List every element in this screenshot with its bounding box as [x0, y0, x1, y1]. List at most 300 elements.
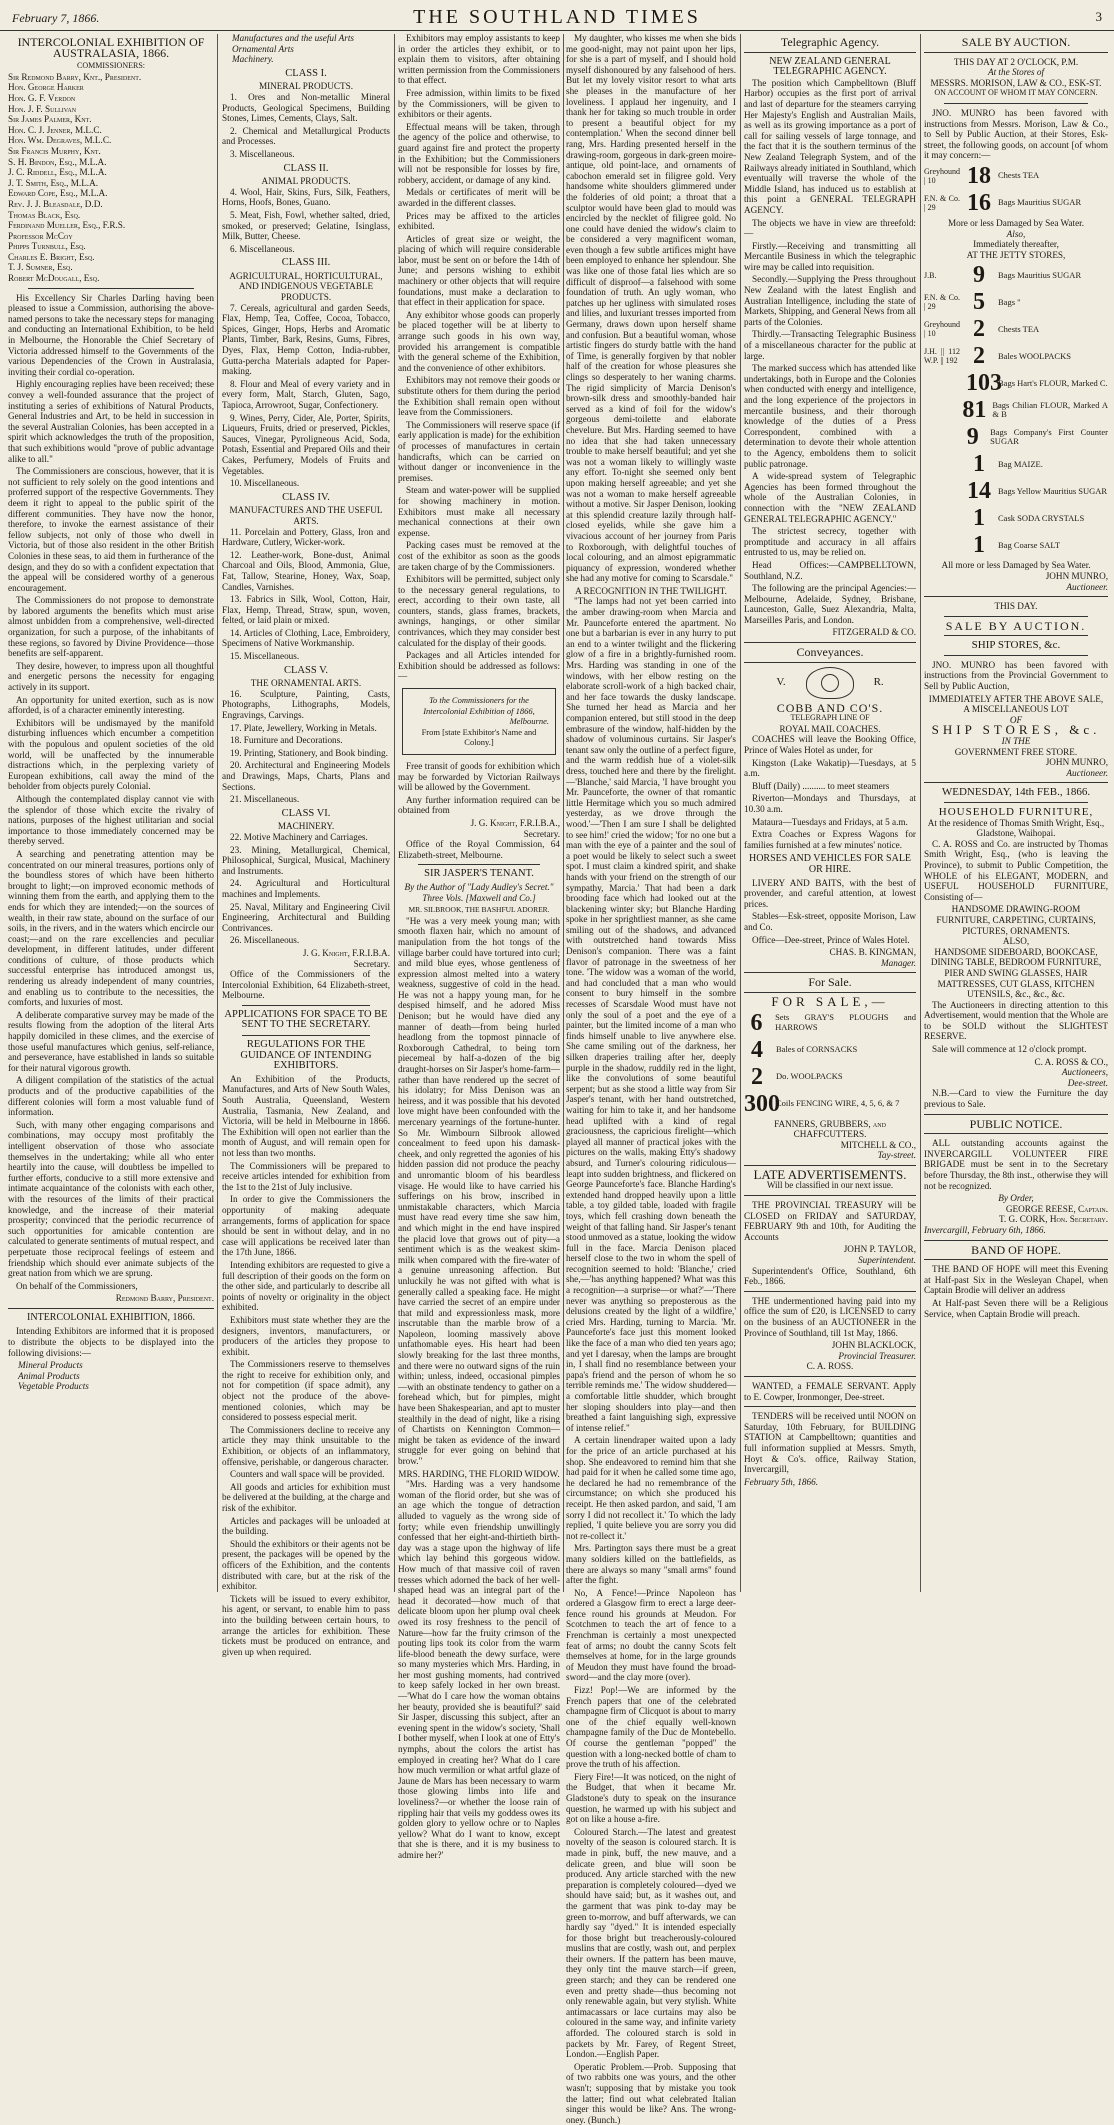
sale-item: [744, 1065, 916, 1089]
kingman-title: Manager.: [881, 957, 916, 968]
paragraph: The Commissioners reserve to themselves the right to receive for exhibition only, and not for competition (if space admit), any object not the produce of the above-mentioned colonies, which may be considered to possess especial merit.: [222, 1359, 390, 1423]
class-item: 17. Plate, Jewellery, Working in Metals.: [230, 722, 377, 733]
lot-description: Cask SODA CRYSTALS: [998, 512, 1085, 523]
column-rule: [563, 34, 564, 1592]
damaged-note-2: All more or less Damaged by Sea Water.: [941, 560, 1091, 571]
paragraph: Thirdly.—Transacting Telegraphic Business of a miscellaneous character for the public at large.: [744, 329, 916, 361]
by-order: By Order,: [998, 1193, 1034, 1204]
paragraph: Mrs. Partington says there must be a great many soldiers killed on the battlefields, as there are always so many "small arms" found after the fight.: [566, 1543, 736, 1586]
ross-nb: N.B.—Card to view the Furniture the day previous to Sale.: [924, 1088, 1108, 1110]
exhibition-notice-body: [8, 293, 214, 1292]
paragraph: "He was a very meek young man; with smooth flaxen hair, which no amount of manipulation from the hot tongs of the village barber could have tortured into curl; and mild blue eyes, whose gentleness of expression almost melted into a watery weakness, suggestive of cold in the head. He was not a happy young man, for he despised himself, and he adored Miss Denison; but he would have died any manner of death—from being hurled headlong from the topmost pinnacle of Roxborough Cathedral, to being torn piecemeal by half-a-dozen of the big draught-horses on Sir Jasper's home-farm—rather than have rendered up the secret of his idolatry; for Miss Denison was an heiress, and it was possible that his devoted love might have been confounded with the mercenary yearnings of the fortune-hunter. So Mr. Wimbourn Silbrook allowed concealment to feed upon his damask-cheek, and only regretted the agonies of his hidden passion did not produce the peachy and unromantic bloom of his beardless visage. He would like to have carried his sufferings on his brow, inscribed in unmistakable characters, which Marcia must have read every time she saw him, and which might in the end have inspired the placid love that grows out of pity—a sentiment which is as the weakest skim-milk when compared with the fire-water of a genuine unreasoning affection. But unluckily he was not gifted with what is generally called a speaking face. He might have carried the secret of an empire under that mild and expressionless mask, more inscrutable than the marble brow of a Napoleon, looming massively above unfathomable eyes. His heart had been slowly breaking for the last three months, and there were no outward signs of the ruin within; unless, indeed, occasional pimples—with an obstinate tendency to gather on a forehead which, but for pimples, might have been Shakespearian, and apt to muster stealthily in the dead of night, like a rising of Chartists on Kennington Common—might be taken as evidence of the inward struggle for ever going on behind that brow.": [398, 915, 560, 1466]
commissioner-name: Phipps Turnbull, Esq.: [8, 241, 86, 252]
newspaper-title: THE SOUTHLAND TIMES: [413, 6, 701, 28]
divider: [744, 1165, 916, 1166]
class-item: 1. Ores and Non-metallic Mineral Products, Geological Specimens, Building Stones, Limes, Cements, Clays, Salt.: [222, 91, 390, 124]
story-title: SIR JASPER'S TENANT.: [424, 868, 534, 880]
lot-quantity: 2: [973, 316, 985, 343]
paragraph: On behalf of the Commissioners,: [16, 1280, 138, 1291]
crown-crest-icon: [806, 667, 854, 699]
lot-quantity: 18: [967, 162, 991, 189]
class-item: 14. Articles of Clothing, Lace, Embroidery, Specimens of Native Workmanship.: [222, 627, 390, 649]
issue-date: February 7, 1866.: [12, 11, 100, 25]
misc-lot: A MISCELLANEOUS LOT: [963, 704, 1069, 715]
sale-description: Coils FENCING WIRE, 4, 5, 6, & 7: [776, 1097, 900, 1108]
sale-item: [744, 1011, 916, 1035]
paragraph: Free admission, within limits to be fixed by the Commissioners, will be given to exhibitors or their agents.: [398, 87, 560, 120]
for-sale-tail: FANNERS, GRUBBERS, and CHAFFCUTTERS.: [774, 1118, 886, 1140]
class-item: 6. Miscellaneous.: [230, 243, 295, 254]
column-rule: [920, 34, 921, 1592]
lot-mark: Greyhound | 10: [924, 320, 960, 339]
paragraph: His Excellency Sir Charles Darling having been pleased to issue a Commission, authorising the above-named persons to take the necessary steps for managing and conducting an International Exhibition, to be held in Melbourne, the Honorable the Chief Secretary of Victoria addressed himself to the Governments of the various Dependencies of the Crown in Australasia, inviting their cordial co-operation.: [8, 292, 214, 377]
divider: [418, 864, 540, 865]
class-item: 13. Fabrics in Silk, Wool, Cotton, Hair, Flax, Hemp, Thread, Straw, spun, woven, felted, or laid plain or mixed.: [222, 594, 390, 626]
fitzgerald-signature: FITZGERALD & CO.: [832, 627, 916, 638]
damaged-note: More or less Damaged by Sea Water.: [947, 217, 1085, 228]
munro-signature-2: JOHN MUNRO,: [1045, 757, 1108, 768]
at-stores: At the Stores of: [987, 67, 1045, 78]
commissioner-name: Rev. J. J. Bleasdale, D.D.: [8, 198, 103, 209]
government-store: GOVERNMENT FREE STORE.: [954, 746, 1078, 757]
lot-description: Bags Mauritius SUGAR: [998, 269, 1082, 280]
story-subheading: MRS. HARDING, THE FLORID WIDOW.: [398, 1468, 560, 1479]
class-item: 19. Printing, Stationery, and Book binding.: [230, 747, 388, 758]
of-label: OF: [1009, 714, 1023, 725]
class-item: 21. Miscellaneous.: [230, 794, 300, 805]
coach-timetable: [744, 734, 916, 850]
paragraph: Exhibitors will be undismayed by the manifold disturbing influences which encumber a competition with the populous and opulent societies of the old world, will be unaffected by the innumerable distractions which, in the perplexing variety of European exhibitions, call away the mind of the beholder from objects purely Colonial.: [8, 717, 214, 792]
for-sale-heading: For Sale.: [808, 975, 852, 990]
page-number: 3: [1095, 9, 1102, 24]
division-item: Mineral Products: [18, 1360, 83, 1371]
paragraph: Exhibitors must state whether they are the designers, inventors, manufacturers, or producers of the articles they propose to exhibit.: [222, 1314, 390, 1357]
divider: [924, 52, 1108, 53]
lot-quantity: 2: [973, 343, 985, 370]
transit-notice: [398, 761, 560, 816]
band-of-hope-notice: THE BAND OF HOPE will meet this Evening at Half-past Six in the Wesleyan Chapel, when Captain Brodie will deliver an address: [924, 1264, 1108, 1296]
paragraph: My daughter, who kisses me when she bids me good-night, may not paint upon her lips, for she is a part of myself, and I should hold myself dishonoured by any falsehood of hers. But let my lovely visitor resort to what arts she pleases in the manufacture of her loveliness. I applaud her ingenuity, and I thank her for taking so much trouble in order to present a beautiful object for my contemplation.' When the second dinner bell rang, Mrs. Harding presented herself in the drawing-room, gorgeous in dark-green moire-antique, old point-lace, and ornaments of cabochon emerald set in filigree gold. Very handsome white shoulders glimmered under the folderies of old point; a throat that a sculptor would have been glad to mould was encircled by the necklet of filigree gold. No one could have denied the widow's claim to be considered a very magnificent woman, even though a few subtle artifices might have been employed to enhance her splendour. She was like one of those fatal lies which are so difficult of disproof—a falsehood with some foundation of truth. An ugly woman, who patches up her ugliness with simulated roses and lilies, and luxuriant tresses imported from Germany, draws down upon herself shame and confusion. But a beautiful woman, whose artistic fingers do sturdy battle with the hand of Time, is generally forgiven by that nobler half of the creation for whose pleasures she clings so desperately to her waning charms. The rigid simplicity of Marcia Denison's brown-silk dress and smoothly-banded hair served as a kind of foil for the widow's gorgeous demi-toilette and elaborate chevelure. But Mrs. Harding seemed to have no idea that she had taken unnecessary trouble to make herself beautiful; and yet she was not a woman likely to willingly waste any effort. To-night she seemed only bent upon making herself agreeable; and yet she was not a woman to make herself agreeable without a motive. Sir Jasper Denison, looking at this splendid creature lazily through half-closed eyelids, while she gave him a vivacious account of her journey from Paris to Roxborough, with delightful touches of local colouring, and an almost epigrammatic piquancy of expression, wondered whether she had any motive for coming to Scarsdale.": [566, 33, 736, 584]
household-furniture: HOUSEHOLD FURNITURE,: [938, 806, 1094, 818]
divider: [744, 1195, 916, 1196]
commissioner-name: T. J. Sumner, Esq.: [8, 262, 73, 273]
address-line: Melbourne.: [509, 716, 549, 727]
class-item: 18. Furniture and Decorations.: [230, 735, 343, 746]
divider: [924, 1114, 1108, 1115]
column-4: [566, 33, 736, 2125]
auction-lot: [924, 191, 1108, 215]
lot-mark: J.H. || 112 W.P. || 192: [924, 347, 960, 366]
class-item: 12. Leather-work, Bone-dust, Animal Charcoal and Oils, Blood, Ammonia, Glue, Fat, Tallow, Stearine, Honey, Wax, Soap, Candles, Varnishes.: [222, 549, 390, 592]
paragraph: A deliberate comparative survey may be made of the results flowing from the adoption of the literal Arts happily domiciled in these climes, and the exercise of those useful manufactures which genius, self-reliance, and perseverance, have established in lands so suitable for their natural vigorous growth.: [8, 1009, 214, 1073]
timetable-line: COACHES will leave the Booking Office, Prince of Wales Hotel as under, for: [744, 734, 916, 756]
commissioner-name: J. T. Smith, Esq., M.L.A.: [8, 177, 99, 188]
paragraph: A searching and penetrating attention may be concentrated on our mineral treasures, portions only of the boundless stores of which have been hitherto brought to light;—on improved economic methods of winning them from the earth, and applying them to the ends for which they are intended;—on the sources of wealth, in their raw state, abound on the surface of our soils, in the rivers, and in the waters which encircle our coast;—and on the rare excellencies and peculiar development, in different latitudes, under different conditions of culture, of those products which successful enterprise has introduced amongst us, rendering us already independent of many countries, and enabling us to contribute to the necessities, the comforts, and luxuries of most.: [8, 848, 214, 1008]
divider: [744, 972, 916, 973]
column-rule: [217, 34, 218, 1592]
auction-lot: [924, 533, 1108, 557]
exhibitors-intro: Intending Exhibitors are informed that it is proposed to distribute the objects to be displayed into the following divisions:—: [8, 1326, 214, 1358]
immediately-after: IMMEDIATELY AFTER THE ABOVE SALE,: [928, 693, 1104, 704]
commissioner-name: Hon. G. F. Verdon: [8, 92, 76, 103]
kingman-signature: CHAS. B. KINGMAN,: [829, 947, 916, 958]
paragraph: The strictest secrecy, together with promptitude and accuracy in all affairs entrusted to us, may be relied on.: [744, 526, 916, 558]
exhibition-1866-heading: INTERCOLONIAL EXHIBITION, 1866.: [27, 1311, 195, 1323]
paragraph: The Commissioners will be prepared to receive articles intended for exhibition from the 1st to the 21st of July inclusive.: [222, 1160, 390, 1192]
paragraph: Any exhibitor whose goods can properly be placed together will be at liberty to arrange such goods in his own way, provided his arrangement is compatible with the general scheme of the Exhibition, and the convenience of other exhibitors.: [398, 309, 560, 373]
divisions-list: [8, 1360, 214, 1392]
sale-by-auction-heading: SALE BY AUCTION.: [961, 35, 1071, 49]
classes-list: [222, 69, 390, 946]
lot-description: Chests TEA: [998, 170, 1040, 181]
address-box: [402, 688, 556, 755]
ross-instructions: C. A. ROSS and Co. are instructed by Thomas Smith Wright, Esq., (who is leaving the Province), to submit to Public Competition, the WHOLE of his ELEGANT, MODERN, and USEFUL HOUSEHOLD FURNITURE, Consisting of—: [924, 838, 1108, 902]
divider: [8, 1308, 214, 1309]
commissioner-name: Hon. J. F. Sullivan: [8, 103, 77, 114]
class-item: 8. Flour and Meal of every variety and in every form, Malt, Starch, Gluten, Sago, Tapioca, Arrowroot, Sugar, Confectionery.: [222, 378, 390, 410]
commissioner-name: Robert McDougall, Esq.: [8, 273, 100, 284]
crest-letter: V.: [776, 676, 786, 689]
divider: [242, 1035, 370, 1036]
divider: [744, 642, 916, 643]
auction-lot: [924, 317, 1108, 341]
royal-crest: [744, 667, 916, 699]
on-account: ON ACCOUNT OF WHOM IT MAY CONCERN.: [934, 88, 1098, 98]
column-rule: [740, 34, 741, 1592]
crest-letter: R.: [873, 676, 884, 689]
paragraph: Exhibitors will be permitted, subject only to the necessary general regulations, to erect, according to their own taste, all counters, stands, glass frames, brackets, awnings, hangings, or other similar contrivances, which they may consider best calculated for the display of their goods.: [398, 574, 560, 648]
masthead: [0, 0, 1114, 31]
column-5: [744, 33, 916, 1593]
paragraph: The Commissioners will reserve space (if early application is made) for the exhibition of processes of manufactures in certain handicrafts, which can be carried on without danger or inconvenience in the premises.: [398, 419, 560, 483]
story-byline: By the Author of "Lady Audley's Secret." Three Vols. [Maxwell and Co.]: [404, 881, 554, 903]
sale-by-auction-2: SALE BY AUCTION.: [945, 618, 1087, 633]
auction-lot: [924, 164, 1108, 188]
paragraph: Exhibitors may employ assistants to keep in order the articles they exhibit, or to explain them to visitors, after obtaining written permission from the Commissioners to that effect.: [398, 33, 560, 86]
regulations-body: [222, 1074, 390, 1657]
class-item: 26. Miscellaneous.: [230, 935, 300, 946]
paragraph: Although the contemplated display cannot vie with the splendor of those which excite the rivalry of nations, purposes of the highest utilitarian and social importance to those immediately concerned may be thereby served.: [8, 793, 214, 847]
class-item: 25. Naval, Military and Engineering Civil Engineering, Architectural and Building Contrivances.: [222, 901, 390, 933]
auctioneer-licence: THE undermentioned having paid into my office the sum of £20, is LICENSED to carry on the business of an AUCTIONEER in the Province of Southland, till 1st May, 1866.: [744, 1295, 916, 1338]
class-subheading: MANUFACTURES AND THE USEFUL ARTS.: [229, 505, 383, 526]
class-item: 10. Miscellaneous.: [230, 478, 300, 489]
residence-note: At the residence of Thomas Smith Wright, Esq., Gladstone, Waihopai.: [927, 817, 1105, 839]
furniture-list-2: HANDSOME SIDEBOARD, BOOKCASE, DINING TABLE, BEDROOM FURNITURE, PIER AND SWING GLASSES, HAIR MATTRESSES, CUT GLASS, KITCHEN UTENSILS, &c., &c., &c.: [930, 946, 1102, 1000]
class-subheading: MINERAL PRODUCTS.: [258, 81, 354, 92]
band-of-hope-service: At Half-past Seven there will be a Religious Service, when Captain Brodie will preach.: [924, 1297, 1108, 1319]
conveyances-heading: Conveyances.: [796, 645, 864, 660]
tenders-date: February 5th, 1866.: [744, 1476, 819, 1487]
timetable-line: Bluff (Daily) .......... to meet steamers: [752, 780, 890, 791]
commissioner-name: Edward Cope, Esq., M.L.A.: [8, 188, 108, 199]
cobb-subheading-2: ROYAL MAIL COACHES.: [779, 723, 881, 734]
late-ads-heading: LATE ADVERTISEMENTS.: [753, 1166, 907, 1182]
fire-brigade-notice: ALL outstanding accounts against the INVERCARGILL VOLUNTEER FIRE BRIGADE must be sent in to the Secretary before Thursday, the 8th inst., otherwise they will not be recognized.: [924, 1138, 1108, 1191]
lot-description: Bags ": [998, 296, 1021, 307]
for-sale-list: [744, 1011, 916, 1116]
ship-stores-heading: SHIP STORES, &c.: [971, 639, 1061, 652]
paragraph: They desire, however, to impress upon all thoughtful and energetic persons the necessity for engaging actively in its support.: [8, 660, 214, 693]
paragraph: No, A Fence!—Prince Napoleon has ordered a Glasgow firm to erect a large deer-fence round his grounds at Meudon. For Scotchmen to teach the art of fence to a Frenchman is certainly a most unexpected feat of arms; no doubt the canny Scots felt themselves at home, for in the large grounds of Meudon they must have found the broad-sword—and the clay more (over).: [566, 1587, 736, 1683]
paragraph: Stables—Esk-street, opposite Morison, Law and Co.: [744, 911, 916, 932]
class-item: 24. Agricultural and Horticultural machines and Implements.: [222, 878, 390, 899]
auction-lots-1: [924, 164, 1108, 215]
lot-description: Bag MAIZE.: [998, 458, 1043, 469]
lot-description: Bags Hart's FLOUR, Marked C.: [998, 377, 1108, 388]
class-item: 3. Miscellaneous.: [230, 148, 295, 159]
paragraph: Highly encouraging replies have been received; these convey a well-founded assurance that the project of instituting a series of exhibitions of Natural Products, General Industries and Art, to be held in succession in the several Australian Colonies, has been accepted in a spirit which acknowledges the truth of the proposition, that such exhibitions would "prove of public advantage alike to all.": [8, 379, 214, 464]
this-day-time: THIS DAY AT 2 O'CLOCK, P.M.: [953, 56, 1079, 67]
paragraph: Articles of great size or weight, the placing of which will require considerable labor, must be sent on or before the 14th of June; and persons wishing to exhibit machinery or other objects that will require foundations, must make a declaration to that effect in their application for space.: [398, 233, 560, 308]
lot-quantity: 14: [967, 478, 991, 505]
royal-commission-office: Office of the Royal Commission, 64 Elizabeth-street, Melbourne.: [398, 839, 560, 860]
auction-lot: [924, 506, 1108, 530]
divider: [924, 782, 1108, 783]
lot-mark: F.N. & Co. | 29: [924, 193, 960, 212]
paragraph: Tickets will be issued to every exhibitor, his agent, or servant, to enable him to pass into the building between certain hours, to arrange the articles for exhibition. These tickets must be produced on entrance, and given up when required.: [222, 1593, 390, 1657]
auction-lot: [924, 290, 1108, 314]
applications-heading: APPLICATIONS FOR SPACE TO BE SENT TO THE SECRETARY.: [224, 1008, 388, 1031]
paragraph: Secondly.—Supplying the Press throughout New Zealand with the latest English and Australian Intelligence, including the state of Markets, Shipping, and General News from all parts of the Colonies.: [744, 274, 916, 327]
divider: [944, 655, 1088, 656]
class-item: 16. Sculpture, Painting, Casts, Photographs, Lithographs, Models, Engravings, Carvings.: [222, 688, 390, 721]
paragraph: Office—Dee-street, Prince of Wales Hotel.: [752, 934, 910, 945]
division-item: Ornamental Arts: [232, 43, 294, 54]
paragraph: Intending exhibitors are requested to give a full description of their goods on the form on the other side, and particularly to describe all points of novelty or originality in the object exhibited.: [222, 1259, 390, 1313]
column-2: [222, 33, 390, 1657]
class-item: 9. Wines, Perry, Cider, Ale, Porter, Spirits, Liqueurs, Fruits, dried or preserved, Pickles, Sauces, Vinegar, Pyroligneous Acid, Soda, Potash, Essential and Prepared Oils and their Cakes, Perfumery, Models of Fruits and Vegetables.: [222, 412, 390, 476]
this-day-label: THIS DAY.: [994, 601, 1038, 612]
commissioner-name: Hon. Wm. Degraves, M.L.C.: [8, 135, 112, 146]
paragraph: Firstly.—Receiving and transmitting all Mercantile Business in which the telegraphic wire may be called into requisition.: [744, 240, 916, 272]
paragraph: All goods and articles for exhibition must be delivered at the building, at the charge and risk of the exhibitor.: [222, 1481, 390, 1513]
story-body: [398, 916, 560, 1861]
lot-quantity: 9: [966, 424, 979, 451]
livery-body: [744, 878, 916, 946]
divider: [744, 52, 916, 53]
lot-mark: F.N. & Co. | 29: [924, 293, 960, 312]
paragraph: Articles and packages will be unloaded at the building.: [222, 1515, 390, 1537]
secretary-title: Secretary.: [523, 828, 560, 839]
address-line: To the Commissioners for the: [429, 695, 529, 706]
commissioner-name: Sir Redmond Barry, Knt., President.: [8, 71, 142, 82]
paragraph: Medals or certificates of merit will be awarded in the different classes.: [398, 187, 560, 208]
paragraph: Fiery Fire!—It was noticed, on the night of the Budget, that when it became Mr. Gladstone's duty to speak on the insurance question, he warmed up with his subject and got on like a house a-fire.: [566, 1771, 736, 1825]
sale-description: Sets GRAY'S PLOUGHS and HARROWS: [775, 1012, 916, 1032]
paragraph: The marked success which has attended like undertakings, both in Europe and the Colonies when conducted with energy and intelligence, and the long experience of the projectors in mercantile business, and their thorough knowledge of the duties of a Press Correspondent, combined with a determination to devote their whole attention to the Agency, emboldens them to solicit public patronage.: [744, 363, 916, 469]
brigade-date: Invercargill, February 6th, 1866.: [924, 1224, 1046, 1235]
regulations-heading: REGULATIONS FOR THE GUIDANCE OF INTENDING EXHIBITORS.: [240, 1039, 372, 1072]
auction-lot: [924, 344, 1108, 368]
lot-quantity: 81: [962, 397, 987, 424]
story-continued: [566, 33, 736, 2125]
lot-description: Chests TEA: [998, 323, 1040, 334]
paragraph: The following are the principal Agencies:—Melbourne, Adelaide, Sydney, Brisbane, Launceston, Galle, Suez Alexandria, Malta, Marseilles Paris, and London.: [744, 583, 916, 625]
blacklock-signature: JOHN BLACKLOCK,: [831, 1340, 916, 1351]
paragraph: A certain linendraper waited upon a lady for the price of an article purchased at his shop. She endeavored to remind him that she had paid for it when he called some time ago, he declared he had no remembrance of the circumstance; on which she produced his receipt. He then asked pardon, and said, 'I am sorry I did not recollect it.' To which the lady replied, 'I quite believe you are sorry you did not re-collect it.': [566, 1435, 736, 1541]
class-item: 20. Architectural and Engineering Models and Drawings, Maps, Charts, Plans and Sections.: [222, 760, 390, 792]
divider: [924, 1240, 1108, 1241]
address-line: From [state Exhibitor's Name and Colony.]: [421, 726, 537, 748]
class-subheading: THE ORNAMENTAL ARTS.: [250, 678, 362, 689]
lot-description: Bags Mauritius SUGAR: [998, 197, 1082, 208]
commissioner-name: Hon. C. J. Jenner, M.L.C.: [8, 124, 102, 135]
ross-title: Auctioneers,: [1061, 1067, 1108, 1078]
paragraph: An Exhibition of the Products, Manufactures, and Arts of New South Wales, South Australia, Queensland, Western Australia, Tasmania, New Zealand, and Victoria, will be held in Melbourne in 1866. The Exhibition will open not earlier than the month of August, and will remain open for not less than two months.: [222, 1073, 390, 1158]
auction-lot: [924, 263, 1108, 287]
class-item: 7. Cereals, agricultural and garden Seeds, Flax, Hemp, Tea, Coffee, Cocoa, Tobacco, Spices, Ginger, Hops, Herbs and Aromatic Plants, Timber, Bark, Resins, Gums, Fibres, Dyes, Flax, Hemp Cotton, India-rubber, Gutta-percha Materials adapted for Paper-making.: [222, 302, 390, 377]
nz-telegraphic-heading: NEW ZEALAND GENERAL TELEGRAPHIC AGENCY.: [769, 55, 891, 78]
class-item: 4. Wool, Hair, Skins, Furs, Silk, Feathers, Horns, Hoofs, Bones, Guano.: [222, 186, 390, 208]
divider: [744, 1376, 916, 1377]
divider: [744, 992, 916, 993]
paragraph: The Commissioners do not propose to demonstrate by labored arguments the benefits which must arise almost unbidden from a comprehensive, well-directed organization, for such a purpose, of the inhabitants of these regions, so favored by Divine Providence—those benefits are self-apparent.: [8, 595, 214, 659]
class-heading: CLASS VI.: [281, 807, 331, 819]
lot-mark: J.B.: [924, 270, 937, 280]
paragraph: Any further information required can be obtained from: [398, 794, 560, 816]
class-item: 2. Chemical and Metallurgical Products and Processes.: [222, 125, 390, 147]
class-item: 5. Meat, Fish, Fowl, whether salted, dried, smoked, or preserved; Gelatine, Isinglass, Milk, Butter, Cheese.: [222, 209, 390, 242]
story-subheading: A RECOGNITION IN THE TWILIGHT.: [575, 585, 727, 596]
divider: [924, 596, 1108, 597]
telegraphic-agency-body: [744, 78, 916, 626]
class-item: 15. Miscellaneous.: [230, 651, 300, 662]
timetable-line: Riverton—Mondays and Thursdays, at 10.30 a.m.: [744, 793, 916, 814]
divider: [944, 103, 1088, 104]
paragraph: Coloured Starch.—The latest and greatest novelty of the season is coloured starch. It is made in pink, buff, the new mauve, and a delicate green, and blue will soon be produced. Any article starched with the new preparation is completely coloured—dyed we should have said; but, as it washes out, and the garment that was pink to-day may be green to-morrow, and buff afterwards, we can hardly say "dyed." It is intended especially for those bright but treacherously-coloured muslins that are costly, wash out, and perplex their owners. If the pattern has been mauve, they only tint the mauve starch—if green, green starch; and they can be rendered one even and pretty shade—thus becoming not only renewable again, but very stylish. White antimacassars or lace curtains may also be coloured in the same way, and infinite variety afforded. The coloured starch is sold in packets by Mr. Farey, of Regent Street, London.—English Paper.: [566, 1826, 736, 2060]
lot-quantity: 5: [973, 289, 985, 316]
lot-description: Bags Yellow Mauritius SUGAR: [998, 485, 1108, 496]
paragraph: A wide-spread system of Telegraphic Agencies has been formed throughout the whole of the Australian Colonies, in connection with the "NEW ZEALAND GENERAL TELEGRAPHIC AGENCY.": [744, 471, 916, 524]
sale-quantity: 4: [751, 1036, 763, 1063]
signature-president: Redmond Barry, President.: [115, 1293, 214, 1304]
commissioners-list: [8, 72, 214, 284]
paragraph: Exhibitors may not remove their goods or substitute others for them during the period the Exhibition shall remain open without leave from the Commissioners.: [398, 375, 560, 418]
secretary-title: Secretary.: [353, 958, 390, 969]
munro-title: Auctioneer.: [1066, 581, 1108, 592]
division-item: Vegetable Products: [18, 1381, 89, 1392]
timetable-line: Extra Coaches or Express Wagons for families furnished at a few minutes' notice.: [744, 829, 916, 850]
commissioner-name: Sir James Palmer, Knt.: [8, 114, 92, 125]
address-line: Intercolonial Exhibition of 1866,: [423, 705, 535, 716]
ross-time: Sale will commence at 12 o'clock prompt.: [932, 1044, 1087, 1055]
class-item: 22. Motive Machinery and Carriages.: [230, 831, 368, 842]
class-heading: CLASS I.: [285, 67, 327, 79]
divider: [944, 616, 1088, 617]
commissioner-name: Charles E. Bright, Esq.: [8, 251, 95, 262]
regulations-continued: [398, 33, 560, 682]
divider: [744, 1291, 916, 1292]
auction-lot: [924, 398, 1108, 422]
wanted-servant: WANTED, a FEMALE SERVANT. Apply to E. Cowper, Ironmonger, Dee-street.: [744, 1380, 916, 1402]
also-label: Also,: [1006, 228, 1026, 239]
paragraph: Operatic Problem.—Prob. Supposing that of two rabbits one was yours, and the other wasn't; supposing that by mistake you took the latter; find out what celebrated Italian singer this would be like? Ans. The wrong-oney. (Bunch.): [566, 2061, 736, 2125]
secretary-signature: J. G. Knight, F.R.I.B.A.: [302, 947, 390, 958]
cobb-heading: COBB AND CO'S.: [776, 700, 884, 715]
timetable-line: Kingston (Lake Wakatip)—Tuesdays, at 5 a.m.: [744, 757, 916, 779]
tenders-notice: TENDERS will be received until NOON on Saturday, 10th February, for BUILDING STATION at Campbelltown; quantities and full information supplied at Messrs. Smyth, Hoyt & Co's. office, Railway Station, Invercargill,: [744, 1411, 916, 1475]
also-label-2: ALSO,: [1002, 936, 1030, 947]
commissioner-name: Ferdinand Mueller, Esq., F.R.S.: [8, 220, 126, 231]
class-item: 11. Porcelain and Pottery, Glass, Iron and Hardware, Cutlery, Wicker-work.: [222, 526, 390, 548]
cobb-subheading: TELEGRAPH LINE OF: [790, 713, 870, 723]
furniture-list-1: HANDSOME DRAWING-ROOM FURNITURE, CARPETING, CURTAINS, PICTURES, ORNAMENTS.: [936, 904, 1096, 936]
telegraphic-agency-heading: Telegraphic Agency.: [780, 35, 880, 49]
munro-instructions-2: JNO. MUNRO has been favored with instructions from the Provincial Government to Sell by Public Auction,: [924, 659, 1108, 692]
sale-quantity: 300: [744, 1090, 780, 1117]
sale-quantity: 6: [750, 1009, 763, 1036]
commissioner-name: Thomas Black, Esq.: [8, 209, 81, 220]
commissioner-name: Hon. George Harker: [8, 82, 84, 93]
paragraph: "Mrs. Harding was a very handsome woman of the florid order, but she was of an age which the tongue of detraction alluded to vaguely as the wrong side of forty; while even friendship unwillingly confessed that her eight-and-thirtieth birth-day was a stage upon the highway of life which lay behind this gorgeous widow. How much of that massive coil of raven tresses which adorned the back of her well-shaped head was an integral part of the head it decorated—how much of that delicate bloom upon her plump oval cheek owed its rosy freshness to the pencil of Nature—how far the fruity crimson of the pouting lips took its color from the warm life-blood beneath the dewy surface, were so many mysteries which Mrs. Harding, in her most gushing moments, had contrived to keep safely locked in her own breast.—'What do I care how the woman obtains her beauty, provided she is beautiful?' said Sir Jasper, discussing this subject, after an evening spent in the widow's society, 'Shall I bother myself, when I look at one of Etty's nymphs, about the colors the artist has employed in creating her? What do I care how much vermilion or what artful glaze of Jaune de Mars has been necessary to warm those glowing limbs into life and loveliness?—or whether the loose rain of rippling hair that veils my goddess owes its golden glory to yellow ochre or to Naples yellow? What do I want to know, except that she is there, and it is my business to admire her?': [398, 1479, 560, 1860]
class-heading: CLASS II.: [283, 162, 329, 174]
paragraph: Packages and all Articles intended for Exhibition should be addressed as follows:—: [398, 650, 560, 682]
paragraph: Prices may be affixed to the articles exhibited.: [398, 210, 560, 232]
lot-quantity: 1: [973, 532, 985, 559]
lot-quantity: 16: [967, 189, 991, 216]
public-notice-heading: PUBLIC NOTICE.: [969, 1116, 1063, 1131]
paragraph: The objects we have in view are threefold:—: [744, 217, 916, 239]
superintendent-office: Superintendent's Office, Southland, 6th Feb., 1866.: [744, 1265, 916, 1287]
sale-item: [744, 1092, 916, 1116]
paragraph: Packing cases must be removed at the cost of the exhibitor as soon as the goods are taken charge of by the Commissioners.: [398, 540, 560, 572]
divider: [924, 1259, 1108, 1260]
munro-instructions: JNO. MUNRO has been favored with instructions from Messrs. Morison, Law & Co., to Sell by Public Auction, at their Stores, Esk-street, the following goods, on account [of whom it may concern:—: [924, 107, 1108, 161]
auction-lot: [924, 479, 1108, 503]
division-item: Manufactures and the useful Arts: [232, 33, 354, 43]
morison-law: MESSRS. MORISON, LAW & CO., ESK-ST.: [930, 77, 1102, 88]
paragraph: An opportunity for united exertion, such as is now afforded, is of a character eminently interesting.: [8, 694, 214, 716]
divider: [242, 1005, 370, 1006]
auction-lot: [924, 452, 1108, 476]
class-heading: CLASS V.: [284, 664, 328, 676]
sale-description: Do. WOOLPACKS: [776, 1070, 843, 1081]
paragraph: Free transit of goods for exhibition which may be forwarded by Victorian Railways will be allowed by the Government.: [398, 761, 560, 793]
class-subheading: MACHINERY.: [277, 821, 335, 832]
commissioner-name: Sir Francis Murphy, Knt.: [8, 145, 101, 156]
divider: [944, 802, 1088, 803]
paragraph: Counters and wall space will be provided.: [230, 1469, 385, 1480]
paragraph: Such, with many other engaging comparisons and combinations, may occupy most profitably the intelligent observation of those who associate themselves in the undertaking; while all who enter heartily into the cause, will doubtless be impelled to further efforts, conducive to a still more extensive and intimate acquaintance of the colonists with each other, with the resources of the limits of their practical knowledge, and the increase of their material prosperity; convinced that the periodic recurrence of such opportunities for amicable contention are calculated to generate sentiments of mutual respect, and perpetuate those reciprocal feelings of esteem and friendship which should ever animate subjects of the great nation from which we are sprung.: [8, 1119, 214, 1279]
secretary-signature: J. G. Knight, F.R.I.B.A.,: [470, 817, 560, 828]
mitchell-address: Tay-street.: [877, 1150, 916, 1161]
blacklock-title: Provincial Treasurer.: [838, 1350, 916, 1361]
sale-description: Bales of CORNSACKS: [776, 1043, 858, 1054]
divider: [924, 1133, 1108, 1134]
divider: [744, 662, 916, 663]
class-subheading: AGRICULTURAL, HORTICULTURAL, AND INDIGENOUS VEGETABLE PRODUCTS.: [229, 270, 383, 303]
lot-quantity: 103: [966, 370, 1002, 397]
commissioners-office: Office of the Commissioners of the Intercolonial Exhibition, 64 Elizabeth-street, Melbourne.: [222, 969, 390, 1001]
ross-signature: C. A. ROSS & CO.,: [1034, 1056, 1108, 1067]
ross-reserve: The Auctioneers in directing attention to this Advertisement, would mention that the Whole are to be SOLD without the SLIGHTEST RESERVE.: [924, 999, 1108, 1042]
ross-address: Dee-street.: [1067, 1077, 1108, 1088]
divider: [744, 1406, 916, 1407]
band-of-hope-heading: BAND OF HOPE.: [971, 1242, 1061, 1257]
cork-signature: T. G. CORK, Hon. Secretary.: [998, 1214, 1108, 1225]
in-the-label: IN THE: [1001, 736, 1031, 747]
lot-description: Bales WOOLPACKS: [998, 350, 1071, 361]
divider: [28, 288, 194, 289]
jetty-stores: AT THE JETTY STORES,: [966, 249, 1066, 260]
class-heading: CLASS III.: [281, 257, 331, 269]
paragraph: A diligent compilation of the statistics of the actual products and of the productive capabilities of the different colonies will form a most valuable fund of information.: [8, 1075, 214, 1118]
column-6: [924, 33, 1108, 1593]
sale-item: [744, 1038, 916, 1062]
sale-quantity: 2: [751, 1063, 763, 1090]
for-sale-banner: FOR SALE,—: [771, 993, 889, 1009]
